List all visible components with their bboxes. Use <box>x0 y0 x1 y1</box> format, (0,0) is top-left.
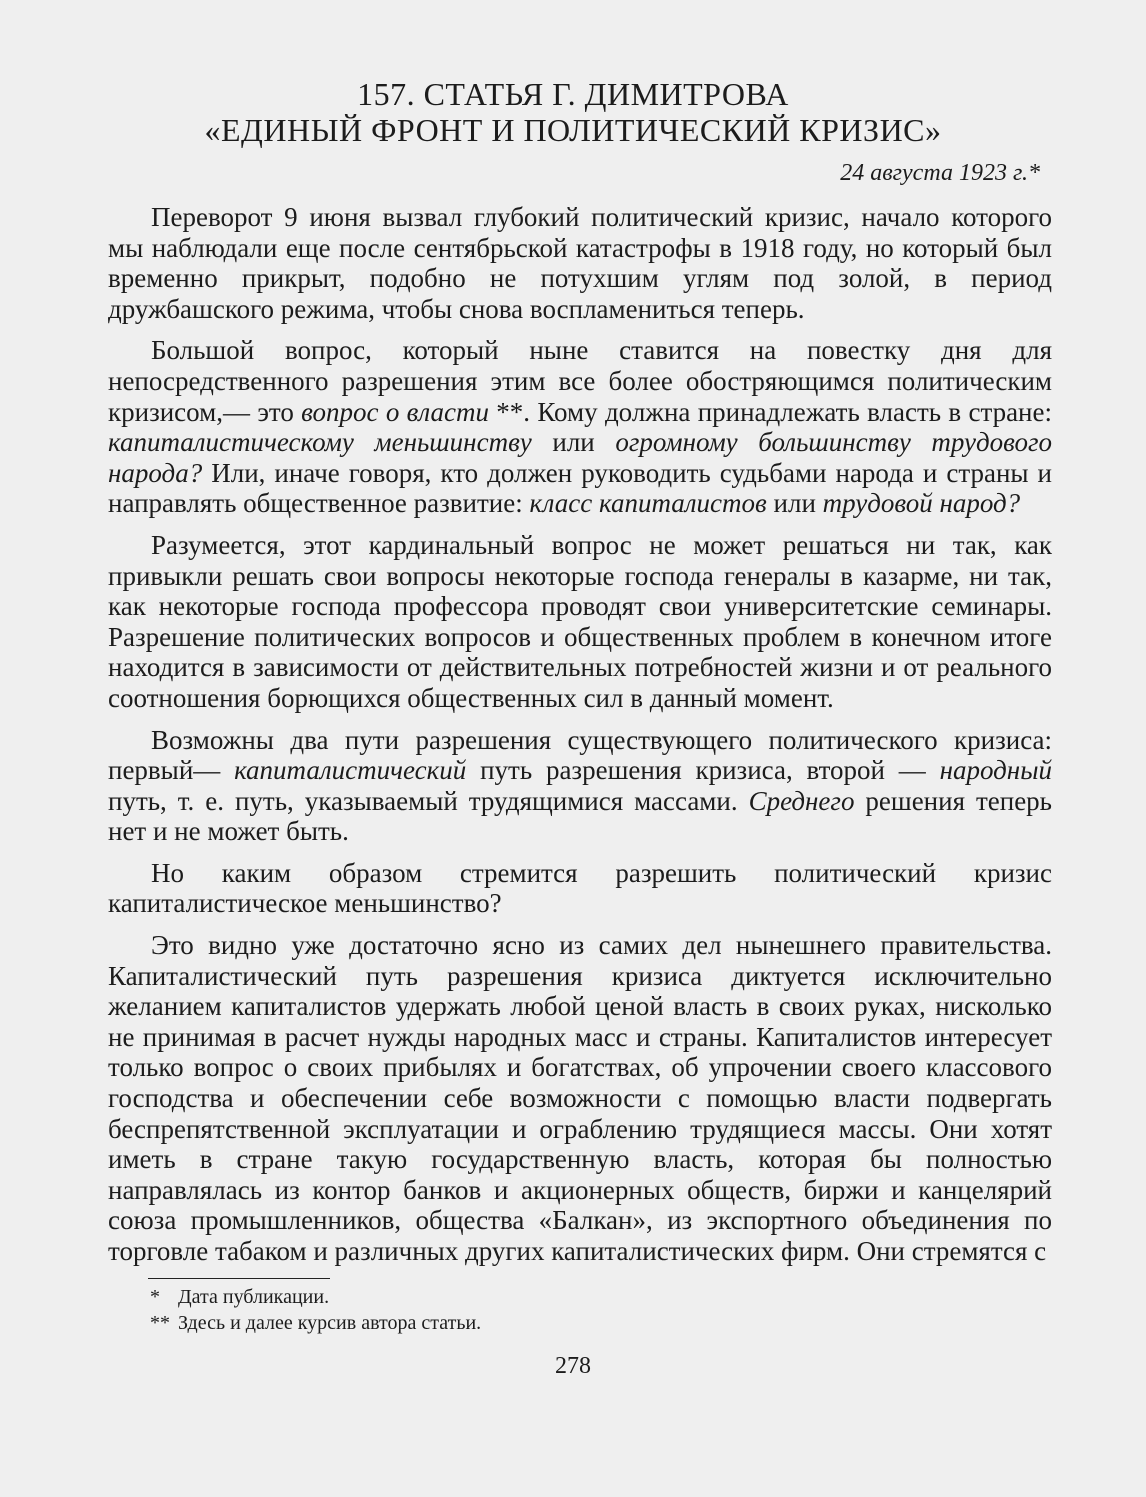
emphasis-capitalist-class: класс капиталистов <box>529 488 767 519</box>
emphasis-middle: Среднего <box>748 785 855 816</box>
footnote-2 <box>150 1310 481 1336</box>
article-title <box>0 76 1146 148</box>
emphasis-capitalist-path: капиталистический <box>234 755 467 786</box>
paragraph-5: Но каким образом стремится разрешить политический кризис капиталистическое меньшинство? <box>108 857 1052 919</box>
footnote-1-mark: * <box>150 1286 160 1308</box>
footnote-2-text: Здесь и далее курсив автора статьи. <box>178 1312 482 1334</box>
publication-date: 24 августа 1923 г.* <box>840 160 1040 186</box>
emphasis-capitalist-minority: капиталистическому меньшинству <box>108 427 532 458</box>
emphasis-working-majority: огромному большинству трудового народа? <box>108 427 1053 488</box>
paragraph-6: Это видно уже достаточно ясно из самих дел нынешнего правительства. Капиталистический путь разрешения кризиса диктуется исключительно желанием капиталистов удержать любой ценой власть в своих руках, нисколько не принимая в расчет нужды народных масс и страны. Капиталистов интересует только вопрос о своих прибылях и богатствах, об упрочении своего классового господства и обеспечении себе возможности с помощью власти подвергать беспрепятственной эксплуатации и ограблению трудящиеся массы. Они хотят иметь в стране такую государственную власть, которая бы полностью направлялась из контор банков и акционерных обществ, биржи и канцелярий союза промышленников, общества «Балкан», из экспортного объединения по торговле табаком и различных других капиталистических фирм. Они стремятся с <box>108 930 1052 1266</box>
footnote-divider <box>148 1278 330 1279</box>
footnote-1 <box>150 1284 481 1310</box>
emphasis-working-people: трудовой народ? <box>822 488 1021 519</box>
footnote-2-mark: ** <box>150 1312 170 1334</box>
title-line-2: «ЕДИНЫЙ ФРОНТ И ПОЛИТИЧЕСКИЙ КРИЗИС» <box>204 112 942 148</box>
article-body <box>108 202 1052 1278</box>
paragraph-3: Разумеется, этот кардинальный вопрос не может решаться ни так, как привыкли решать свои вопросы некоторые господа генералы в казарме, ни так, как некоторые господа профессора проводят свои университетские семинары. Разрешение политических вопросов и общественных проблем в конечном итоге находится в зависимости от действительных потребностей жизни и от реального соотношения борющихся общественных сил в данный момент. <box>108 529 1052 713</box>
footnote-1-text: Дата публикации. <box>178 1286 330 1308</box>
paragraph-1: Переворот 9 июня вызвал глубокий политический кризис, начало которого мы наблюдали еще после сентябрьской катастрофы в 1918 году, но который был временно прикрыт, подобно не потухшим углям под золой, в период дружбашского режима, чтобы снова воспламениться теперь. <box>108 202 1052 324</box>
page-number: 278 <box>555 1353 591 1379</box>
title-line-1: 157. СТАТЬЯ Г. ДИМИТРОВА <box>357 76 789 112</box>
footnotes <box>150 1284 481 1336</box>
paragraph-2: Большой вопрос, который ныне ставится на повестку дня для непосредственного разрешения этим все более обостряющимся политическим кризисом,— это вопрос о власти **. Кому должна принадлежать власть в стране: капиталистическому меньшинству или огромному большинству трудового народа? Или, иначе говоря, кто должен руководить судьбами народа и страны и направлять общественное развитие: класс капиталистов или трудовой народ? <box>108 335 1053 519</box>
emphasis-question-of-power: вопрос о власти <box>301 396 489 427</box>
paragraph-4: Возможны два пути разрешения существующего политического кризиса: первый— капиталистический путь разрешения кризиса, второй — народный путь, т. е. путь, указываемый трудящимися массами. Среднего решения теперь нет и не может быть. <box>108 724 1052 847</box>
emphasis-peoples-path: народный <box>939 755 1052 786</box>
